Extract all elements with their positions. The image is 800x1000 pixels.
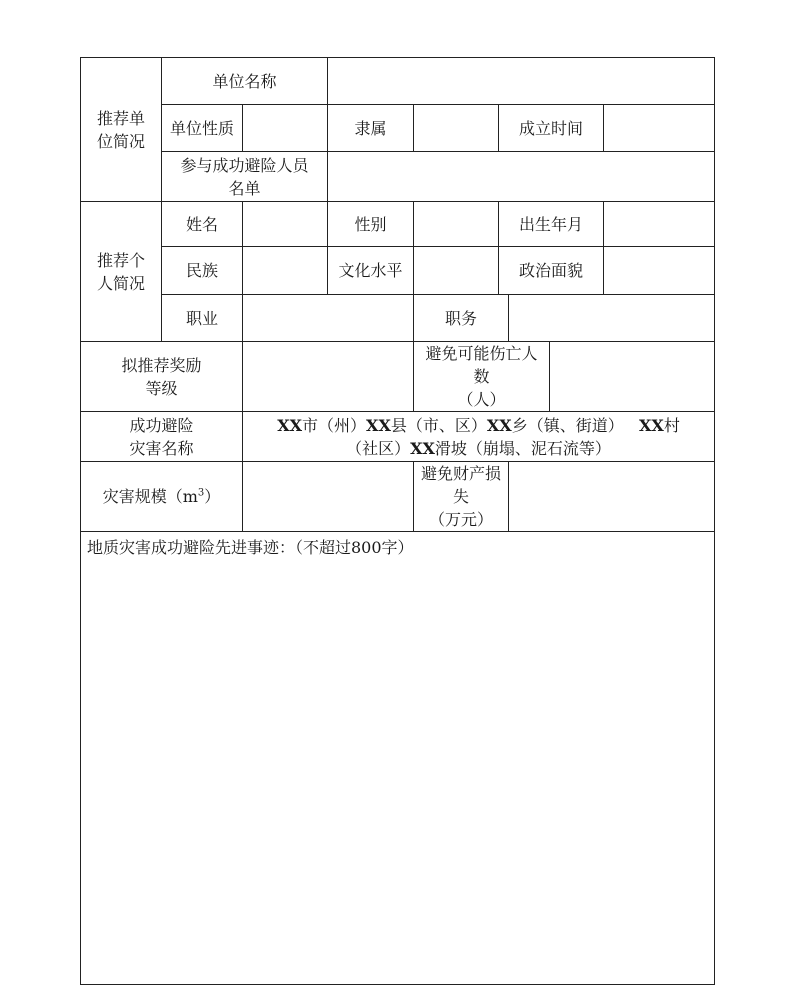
founded-label: 成立时间: [499, 105, 604, 152]
property-loss-field[interactable]: [509, 462, 715, 532]
disaster-scale-field[interactable]: [243, 462, 414, 532]
founded-field[interactable]: [604, 105, 715, 152]
achievement-label: 地质灾害成功避险先进事迹：（不超过800字）: [87, 538, 414, 557]
disaster-name-field[interactable]: [243, 412, 715, 462]
ethnicity-label: 民族: [162, 247, 243, 295]
property-loss-label: 避免财产损失 （万元）: [414, 462, 509, 532]
disaster-address-line1: XX市（州）XX县（市、区）XX乡（镇、街道） XX村: [277, 415, 680, 435]
birth-field[interactable]: [604, 202, 715, 247]
award-level-label: 拟推荐奖励 等级: [81, 342, 243, 412]
disaster-scale-label: 灾害规模$(m^3)$: [81, 462, 243, 532]
award-level-field[interactable]: [243, 342, 414, 412]
members-label: 参与成功避险人员 名单: [162, 152, 328, 202]
casualties-label: 避免可能伤亡人数 （人）: [414, 342, 550, 412]
members-field[interactable]: [328, 152, 715, 202]
name-label: 姓名: [162, 202, 243, 247]
occupation-field[interactable]: [243, 295, 414, 342]
position-field[interactable]: [509, 295, 715, 342]
political-label: 政治面貌: [499, 247, 604, 295]
unit-nature-label: 单位性质: [162, 105, 243, 152]
position-label: 职务: [414, 295, 509, 342]
person-section-label: 推荐个 人简况: [81, 202, 162, 342]
casualties-field[interactable]: [550, 342, 715, 412]
affiliation-field[interactable]: [414, 105, 499, 152]
unit-name-field[interactable]: [328, 58, 715, 105]
affiliation-label: 隶属: [328, 105, 414, 152]
unit-section-label: 推荐单 位简况: [81, 58, 162, 202]
recommendation-form-table: [80, 57, 715, 985]
achievement-field[interactable]: [81, 532, 715, 985]
disaster-name-label: 成功避险 灾害名称: [81, 412, 243, 462]
unit-name-label: 单位名称: [162, 58, 328, 105]
unit-nature-field[interactable]: [243, 105, 328, 152]
name-field[interactable]: [243, 202, 328, 247]
ethnicity-field[interactable]: [243, 247, 328, 295]
education-label: 文化水平: [328, 247, 414, 295]
political-field[interactable]: [604, 247, 715, 295]
disaster-address-line2: （社区）XX滑坡（崩塌、泥石流等）: [346, 438, 611, 458]
education-field[interactable]: [414, 247, 499, 295]
gender-field[interactable]: [414, 202, 499, 247]
occupation-label: 职业: [162, 295, 243, 342]
birth-label: 出生年月: [499, 202, 604, 247]
gender-label: 性别: [328, 202, 414, 247]
